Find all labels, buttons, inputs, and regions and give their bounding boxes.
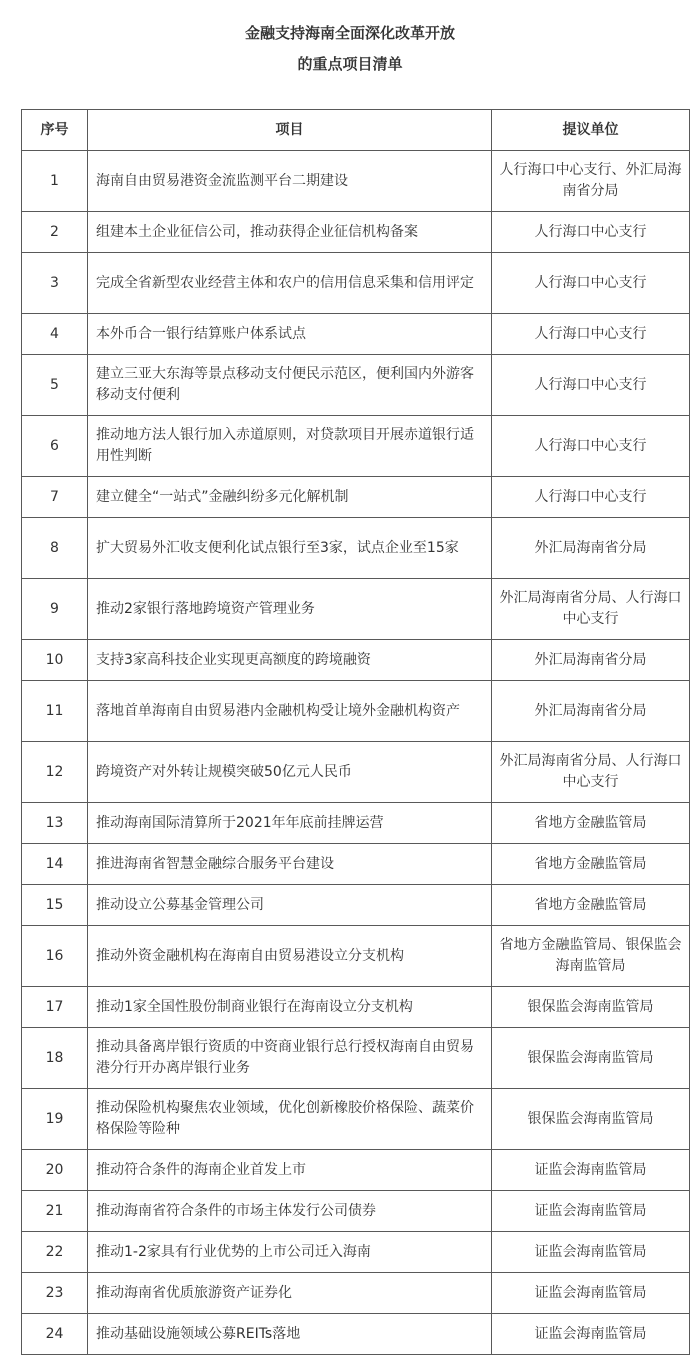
- page-subtitle: 的重点项目清单: [297, 55, 403, 73]
- row-project: 支持3家高科技企业实现更高额度的跨境融资: [88, 640, 492, 681]
- table-row: [22, 355, 690, 416]
- table-row: [22, 1273, 690, 1314]
- row-project: 推动基础设施领域公募REITs落地: [88, 1314, 492, 1355]
- table-row: [22, 1089, 690, 1150]
- table-row: [22, 518, 690, 579]
- row-project: 推动地方法人银行加入赤道原则，对贷款项目开展赤道银行适用性判断: [88, 416, 492, 477]
- table-row: [22, 1150, 690, 1191]
- row-unit: 外汇局海南省分局: [492, 681, 690, 742]
- row-project: 完成全省新型农业经营主体和农户的信用信息采集和信用评定: [88, 253, 492, 314]
- row-project: 推动外资金融机构在海南自由贸易港设立分支机构: [88, 926, 492, 987]
- row-number: 21: [22, 1191, 88, 1232]
- header-num: 序号: [22, 110, 88, 151]
- row-number: 11: [22, 681, 88, 742]
- row-unit: 人行海口中心支行、外汇局海南省分局: [492, 151, 690, 212]
- table-row: [22, 844, 690, 885]
- row-number: 6: [22, 416, 88, 477]
- row-unit: 外汇局海南省分局: [492, 640, 690, 681]
- row-number: 10: [22, 640, 88, 681]
- row-unit: 证监会海南监管局: [492, 1232, 690, 1273]
- row-number: 23: [22, 1273, 88, 1314]
- table-row: [22, 1191, 690, 1232]
- row-project: 扩大贸易外汇收支便利化试点银行至3家，试点企业至15家: [88, 518, 492, 579]
- header-unit: 提议单位: [492, 110, 690, 151]
- row-number: 12: [22, 742, 88, 803]
- row-unit: 银保监会海南监管局: [492, 1089, 690, 1150]
- row-unit: 省地方金融监管局、银保监会海南监管局: [492, 926, 690, 987]
- table-body: [22, 151, 690, 1355]
- row-project: 推动保险机构聚焦农业领域，优化创新橡胶价格保险、蔬菜价格保险等险种: [88, 1089, 492, 1150]
- table-row: [22, 926, 690, 987]
- table-row: [22, 742, 690, 803]
- row-project: 推动2家银行落地跨境资产管理业务: [88, 579, 492, 640]
- row-unit: 外汇局海南省分局、人行海口中心支行: [492, 742, 690, 803]
- row-project: 推动1-2家具有行业优势的上市公司迁入海南: [88, 1232, 492, 1273]
- row-project: 本外币合一银行结算账户体系试点: [88, 314, 492, 355]
- row-project: 推动海南省优质旅游资产证券化: [88, 1273, 492, 1314]
- row-number: 22: [22, 1232, 88, 1273]
- row-number: 9: [22, 579, 88, 640]
- table-row: [22, 314, 690, 355]
- row-unit: 证监会海南监管局: [492, 1273, 690, 1314]
- row-number: 3: [22, 253, 88, 314]
- table-row: [22, 253, 690, 314]
- table-row: [22, 1232, 690, 1273]
- row-project: 建立健全“一站式”金融纠纷多元化解机制: [88, 477, 492, 518]
- table-row: [22, 640, 690, 681]
- row-unit: 证监会海南监管局: [492, 1314, 690, 1355]
- row-project: 推进海南省智慧金融综合服务平台建设: [88, 844, 492, 885]
- row-project: 推动1家全国性股份制商业银行在海南设立分支机构: [88, 987, 492, 1028]
- row-number: 16: [22, 926, 88, 987]
- row-unit: 人行海口中心支行: [492, 416, 690, 477]
- row-project: 推动海南国际清算所于2021年年底前挂牌运营: [88, 803, 492, 844]
- row-unit: 证监会海南监管局: [492, 1191, 690, 1232]
- row-number: 17: [22, 987, 88, 1028]
- row-project: 推动具备离岸银行资质的中资商业银行总行授权海南自由贸易港分行开办离岸银行业务: [88, 1028, 492, 1089]
- row-unit: 人行海口中心支行: [492, 314, 690, 355]
- table-row: [22, 1028, 690, 1089]
- table-row: [22, 987, 690, 1028]
- row-number: 13: [22, 803, 88, 844]
- row-unit: 省地方金融监管局: [492, 885, 690, 926]
- table-row: [22, 803, 690, 844]
- row-unit: 人行海口中心支行: [492, 355, 690, 416]
- row-number: 15: [22, 885, 88, 926]
- row-unit: 银保监会海南监管局: [492, 1028, 690, 1089]
- table-row: [22, 151, 690, 212]
- row-project: 跨境资产对外转让规模突破50亿元人民币: [88, 742, 492, 803]
- table-row: [22, 885, 690, 926]
- row-unit: 人行海口中心支行: [492, 253, 690, 314]
- row-number: 2: [22, 212, 88, 253]
- row-number: 1: [22, 151, 88, 212]
- row-unit: 银保监会海南监管局: [492, 987, 690, 1028]
- row-project: 建立三亚大东海等景点移动支付便民示范区，便利国内外游客移动支付便利: [88, 355, 492, 416]
- table-row: [22, 1314, 690, 1355]
- row-unit: 证监会海南监管局: [492, 1150, 690, 1191]
- row-number: 4: [22, 314, 88, 355]
- row-unit: 人行海口中心支行: [492, 212, 690, 253]
- row-unit: 省地方金融监管局: [492, 803, 690, 844]
- row-project: 推动符合条件的海南企业首发上市: [88, 1150, 492, 1191]
- row-project: 推动海南省符合条件的市场主体发行公司债券: [88, 1191, 492, 1232]
- table-row: [22, 416, 690, 477]
- row-unit: 省地方金融监管局: [492, 844, 690, 885]
- row-number: 5: [22, 355, 88, 416]
- row-number: 8: [22, 518, 88, 579]
- row-project: 海南自由贸易港资金流监测平台二期建设: [88, 151, 492, 212]
- row-number: 20: [22, 1150, 88, 1191]
- row-project: 落地首单海南自由贸易港内金融机构受让境外金融机构资产: [88, 681, 492, 742]
- row-number: 19: [22, 1089, 88, 1150]
- header-project: 项目: [88, 110, 492, 151]
- row-project: 推动设立公募基金管理公司: [88, 885, 492, 926]
- row-number: 24: [22, 1314, 88, 1355]
- row-unit: 外汇局海南省分局: [492, 518, 690, 579]
- row-number: 14: [22, 844, 88, 885]
- row-unit: 外汇局海南省分局、人行海口中心支行: [492, 579, 690, 640]
- page-title: 金融支持海南全面深化改革开放: [244, 24, 455, 42]
- table-row: [22, 579, 690, 640]
- table-header-row: [22, 110, 690, 151]
- row-number: 18: [22, 1028, 88, 1089]
- table-row: [22, 681, 690, 742]
- table-row: [22, 477, 690, 518]
- row-number: 7: [22, 477, 88, 518]
- row-unit: 人行海口中心支行: [492, 477, 690, 518]
- row-project: 组建本土企业征信公司，推动获得企业征信机构备案: [88, 212, 492, 253]
- project-table: [21, 109, 690, 1355]
- table-row: [22, 212, 690, 253]
